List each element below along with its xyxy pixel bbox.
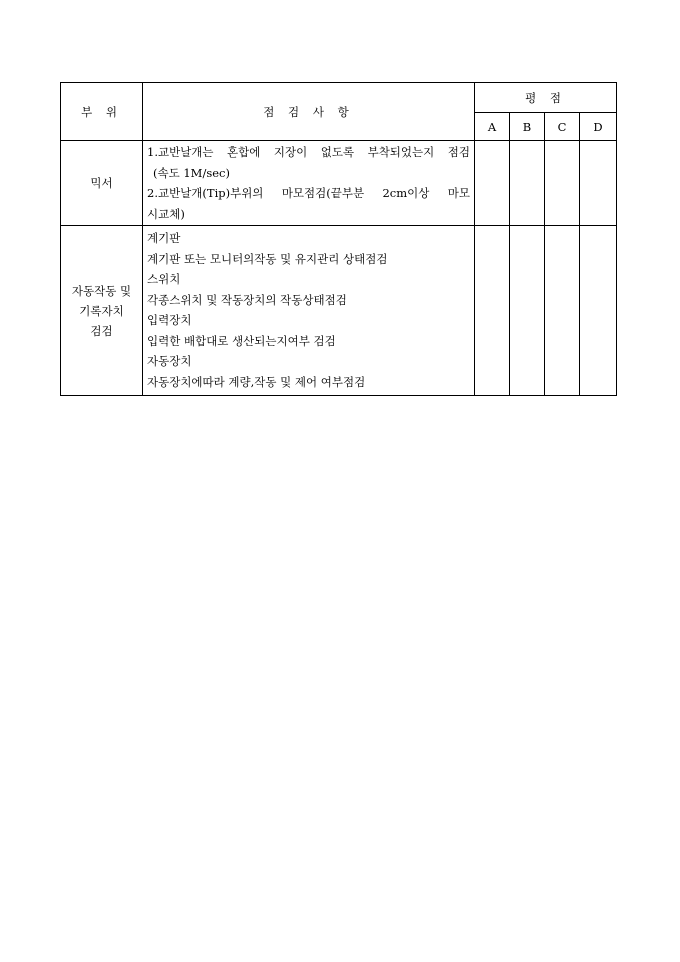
score-cell-d[interactable] xyxy=(580,141,617,226)
item-line: 자동장치에따라 계량,작동 및 제어 여부점검 xyxy=(147,374,366,389)
score-cell-b[interactable] xyxy=(510,141,545,226)
part-cell xyxy=(61,141,143,226)
header-score xyxy=(475,83,617,113)
part-label: 자동작동 및 xyxy=(71,283,132,298)
score-cell-a[interactable] xyxy=(475,141,510,226)
header-score-label: 평 점 xyxy=(525,90,566,105)
score-cell-c[interactable] xyxy=(545,226,580,396)
item-line: 계기판 xyxy=(147,231,181,245)
header-part xyxy=(61,83,143,141)
part-label: 검검 xyxy=(90,323,113,338)
score-cell-a[interactable] xyxy=(475,226,510,396)
item-line: 계기판 또는 모니터의작동 및 유지관리 상태점검 xyxy=(147,251,388,266)
part-label: 기록자치 xyxy=(79,303,124,318)
grade-b-header: B xyxy=(510,113,545,141)
grade-a-header: A xyxy=(475,113,510,141)
grade-d-header: D xyxy=(580,113,617,141)
header-items xyxy=(143,83,475,141)
item-line: (속도 1M/sec) xyxy=(153,165,230,180)
items-cell xyxy=(143,141,475,226)
item-line: 1.교반날개는 혼합에 지장이 없도록 부착되었는지 점검 xyxy=(147,145,470,159)
item-line: 입력장치 xyxy=(147,313,192,327)
header-items-label: 점 검 사 항 xyxy=(263,104,354,119)
item-line: 시교체) xyxy=(147,206,185,221)
item-line: 2.교반날개(Tip)부위의 마모점검(끝부분 2cm이상 마모 xyxy=(147,186,470,200)
score-cell-d[interactable] xyxy=(580,226,617,396)
item-line: 자동장치 xyxy=(147,354,192,368)
items-cell xyxy=(143,226,475,396)
item-line: 스위치 xyxy=(147,272,181,286)
item-line: 각종스위치 및 작동장치의 작동상태점검 xyxy=(147,292,347,307)
header-part-label: 부 위 xyxy=(81,104,122,119)
table-row xyxy=(61,141,617,226)
inspection-table xyxy=(60,82,617,396)
score-cell-c[interactable] xyxy=(545,141,580,226)
grade-c-header: C xyxy=(545,113,580,141)
table-row xyxy=(61,226,617,396)
item-line: 입력한 배합대로 생산되는지여부 검검 xyxy=(147,333,336,348)
part-label: 믹서 xyxy=(90,176,113,190)
score-cell-b[interactable] xyxy=(510,226,545,396)
part-cell xyxy=(61,226,143,396)
